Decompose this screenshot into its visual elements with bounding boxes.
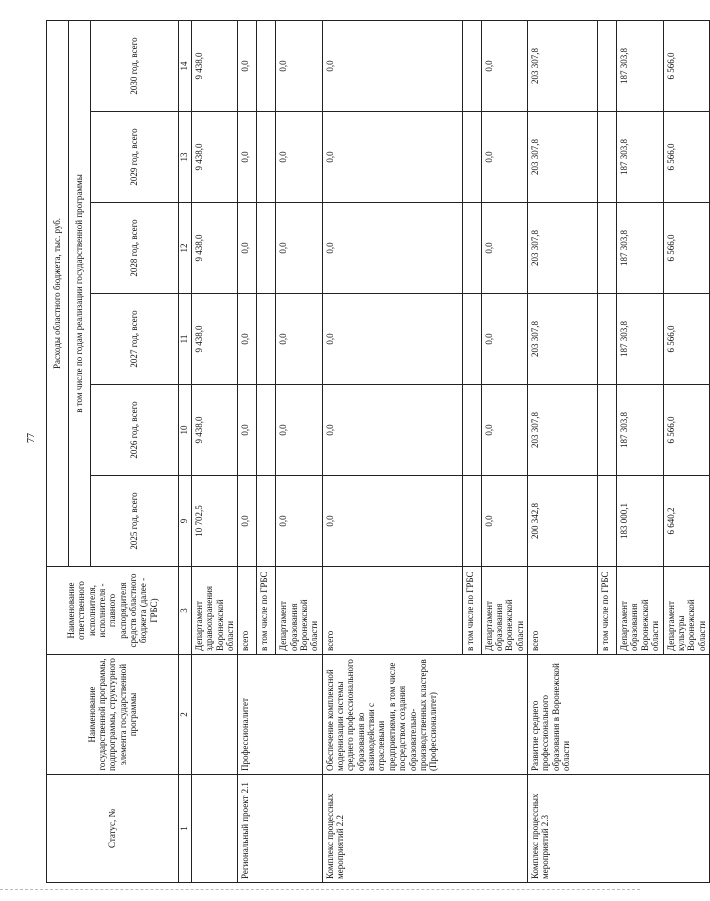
header-expenses: Расходы областного бюджета, тыс. руб. [47,20,69,566]
header-year: 2029 год, всего [91,112,179,203]
value-cell: 203 307,8 [528,112,598,203]
header-status: Статус, № [47,775,179,883]
header-year: 2026 год, всего [91,385,179,476]
executor-cell: Департамент культуры Воронежской области [663,567,709,655]
value-cell: 203 307,8 [528,20,598,111]
name-cell: Обеспечение комплексной модернизации системы среднего профессионального образования во взаимодействии с отраслевыми предприятиями, в том числе посредством создания образовательно-производственных кластеров (Профессионалитет) [322,655,527,775]
value-cell: 0,0 [276,476,322,567]
value-cell: 0,0 [322,476,462,567]
value-cell: 0,0 [481,203,527,294]
table-row [238,20,257,882]
value-cell: 0,0 [276,294,322,385]
name-cell: Развитие среднего профессионального образования в Воронежской области [528,655,710,775]
budget-table [46,20,710,883]
value-cell: 6 640,2 [663,476,709,567]
value-cell: 187 303,8 [617,203,663,294]
header-year: 2028 год, всего [91,203,179,294]
value-cell: 187 303,8 [617,20,663,111]
header-executor: Наименование ответственного исполнителя, исполнителя - главного распорядителя средств областного бюджета (далее - ГРБС) [47,567,179,655]
executor-cell: в том числе по ГРБС [257,567,276,655]
status-cell: Региональный проект 2.1 [238,775,322,883]
value-cell: 203 307,8 [528,294,598,385]
name-cell: Профессионалитет [238,655,322,775]
header-name: Наименование государственной программы, подпрограммы, структурного элемента государственной программы [47,655,179,775]
value-cell: 0,0 [322,20,462,111]
status-cell: Комплекс процессных мероприятий 2.2 [322,775,527,883]
value-cell: 0,0 [238,112,257,203]
value-cell: 0,0 [322,294,462,385]
column-number: 12 [179,203,192,294]
value-cell: 6 566,0 [663,112,709,203]
column-number: 1 [179,775,192,883]
value-cell: 200 342,8 [528,476,598,567]
executor-cell: в том числе по ГРБС [598,567,617,655]
column-number: 14 [179,20,192,111]
value-cell: 0,0 [276,112,322,203]
value-cell: 187 303,8 [617,112,663,203]
value-cell: 10 702,5 [192,476,238,567]
status-cell: Комплекс процессных мероприятий 2.3 [528,775,710,883]
value-cell: 187 303,8 [617,385,663,476]
value-cell: 203 307,8 [528,203,598,294]
value-cell: 0,0 [276,385,322,476]
column-number: 11 [179,294,192,385]
value-cell: 0,0 [238,476,257,567]
value-cell: 0,0 [238,385,257,476]
value-cell: 183 000,1 [617,476,663,567]
executor-cell: всего [238,567,257,655]
header-year: 2027 год, всего [91,294,179,385]
value-cell: 6 566,0 [663,385,709,476]
value-cell: 187 303,8 [617,294,663,385]
value-cell: 6 566,0 [663,20,709,111]
column-number: 10 [179,385,192,476]
executor-cell: в том числе по ГРБС [462,567,481,655]
header-year: 2025 год, всего [91,476,179,567]
value-cell: 0,0 [276,20,322,111]
page-number: 77 [26,433,37,443]
value-cell: 9 438,0 [192,294,238,385]
column-number: 2 [179,655,192,775]
executor-cell: Департамент образования Воронежской области [276,567,322,655]
value-cell: 0,0 [276,203,322,294]
column-number: 9 [179,476,192,567]
header-year: 2030 год, всего [91,20,179,111]
table-row [192,20,238,882]
column-number: 13 [179,112,192,203]
value-cell: 9 438,0 [192,112,238,203]
value-cell: 0,0 [238,20,257,111]
value-cell: 0,0 [481,385,527,476]
value-cell: 0,0 [238,203,257,294]
executor-cell: Департамент здравоохранения Воронежской области [192,567,238,655]
value-cell: 0,0 [238,294,257,385]
value-cell: 0,0 [481,294,527,385]
value-cell: 0,0 [481,112,527,203]
value-cell: 9 438,0 [192,385,238,476]
value-cell: 9 438,0 [192,20,238,111]
value-cell: 6 566,0 [663,294,709,385]
value-cell: 9 438,0 [192,203,238,294]
table-row [528,20,598,882]
executor-cell: Департамент образования Воронежской области [617,567,663,655]
value-cell: 6 566,0 [663,203,709,294]
value-cell: 0,0 [322,112,462,203]
value-cell: 0,0 [481,476,527,567]
scan-edge-divider [0,889,640,890]
value-cell: 203 307,8 [528,385,598,476]
column-number: 3 [179,567,192,655]
rotated-page [46,21,707,883]
value-cell: 0,0 [481,20,527,111]
value-cell: 0,0 [322,385,462,476]
executor-cell: всего [322,567,462,655]
executor-cell: всего [528,567,598,655]
table-row [322,20,462,882]
header-by-years: в том числе по годам реализации государственной программы [69,20,91,566]
value-cell: 0,0 [322,203,462,294]
executor-cell: Департамент образования Воронежской области [481,567,527,655]
